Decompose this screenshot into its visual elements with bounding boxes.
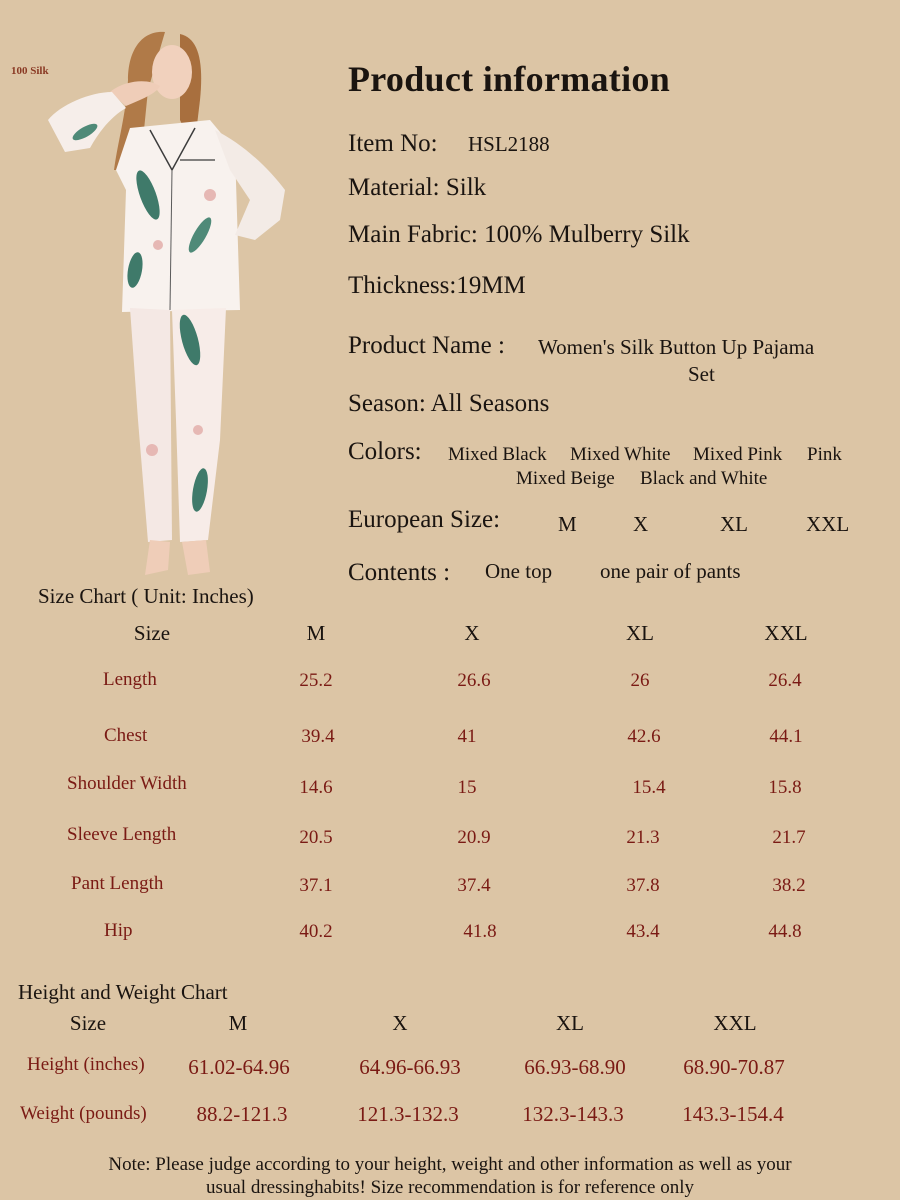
size-note xyxy=(0,1153,900,1199)
size-note-line2: usual dressinghabits! Size recommendation is for reference only xyxy=(205,1177,695,1198)
contents-item: One top xyxy=(485,559,553,583)
color-option: Pink xyxy=(807,444,842,465)
hw-cell: 143.3-154.4 xyxy=(682,1102,784,1126)
hw-cell: 121.3-132.3 xyxy=(357,1102,459,1126)
color-option: Mixed White xyxy=(570,444,671,465)
hw-chart-header: XXL xyxy=(713,1011,757,1035)
size-cell: 26.4 xyxy=(768,670,802,691)
item-no-value: HSL2188 xyxy=(468,132,550,156)
hw-cell: 68.90-70.87 xyxy=(683,1055,785,1079)
contents-item: one pair of pants xyxy=(600,559,741,583)
hw-cell: 88.2-121.3 xyxy=(196,1102,288,1126)
european-size-label: European Size: xyxy=(348,506,501,533)
hw-chart-title: Height and Weight Chart xyxy=(18,980,228,1004)
size-cell: 37.4 xyxy=(457,875,491,896)
hw-cell: 61.02-64.96 xyxy=(188,1055,290,1079)
size-option: X xyxy=(633,512,649,536)
size-chart-header: X xyxy=(464,621,480,645)
size-chart-header-size: Size xyxy=(133,621,171,645)
contents-label: Contents : xyxy=(348,559,451,586)
size-row-label: Length xyxy=(103,669,157,690)
thickness: Thickness:19MM xyxy=(348,272,526,299)
size-row-label: Pant Length xyxy=(71,873,164,894)
size-chart-header: M xyxy=(306,621,326,645)
product-name-value: Women's Silk Button Up Pajama xyxy=(538,335,815,359)
size-option: XXL xyxy=(806,512,850,536)
size-cell: 25.2 xyxy=(299,670,333,691)
size-option: XL xyxy=(720,512,748,536)
color-option: Mixed Pink xyxy=(693,444,783,465)
hw-row-label: Weight (pounds) xyxy=(20,1103,147,1124)
size-cell: 20.9 xyxy=(457,827,491,848)
material: Material: Silk xyxy=(348,174,487,201)
size-row-label: Sleeve Length xyxy=(67,824,177,845)
size-row-label: Shoulder Width xyxy=(67,773,187,794)
size-chart-title: Size Chart ( Unit: Inches) xyxy=(38,584,254,608)
main-fabric: Main Fabric: 100% Mulberry Silk xyxy=(348,221,690,248)
size-cell: 43.4 xyxy=(626,921,660,942)
size-cell: 37.1 xyxy=(299,875,333,896)
size-cell: 41 xyxy=(457,726,477,747)
colors-label: Colors: xyxy=(348,438,422,465)
size-chart-header: XXL xyxy=(764,621,808,645)
size-cell: 21.7 xyxy=(772,827,806,848)
size-chart-header: XL xyxy=(626,621,654,645)
size-cell: 20.5 xyxy=(299,827,333,848)
color-option: Mixed Black xyxy=(448,444,547,465)
hw-cell: 64.96-66.93 xyxy=(359,1055,461,1079)
item-no-label: Item No: xyxy=(348,130,438,157)
size-cell: 26.6 xyxy=(457,670,491,691)
hw-chart-header-size: Size xyxy=(69,1011,107,1035)
size-note-line1: Note: Please judge according to your height, weight and other information as well as your xyxy=(108,1154,792,1175)
size-cell: 26 xyxy=(630,670,650,691)
size-cell: 42.6 xyxy=(627,726,661,747)
silk-badge: 100 Silk xyxy=(11,65,49,77)
size-cell: 40.2 xyxy=(299,921,333,942)
size-cell: 21.3 xyxy=(626,827,660,848)
size-cell: 39.4 xyxy=(301,726,335,747)
hw-cell: 132.3-143.3 xyxy=(522,1102,624,1126)
size-cell: 41.8 xyxy=(463,921,497,942)
size-cell: 38.2 xyxy=(772,875,806,896)
color-option: Black and White xyxy=(640,468,768,489)
product-info-title: Product information xyxy=(348,59,671,99)
hw-chart-header: X xyxy=(392,1011,408,1035)
hw-cell: 66.93-68.90 xyxy=(524,1055,626,1079)
product-name-value-cont: Set xyxy=(688,362,715,386)
season: Season: All Seasons xyxy=(348,390,550,417)
hw-chart-header: XL xyxy=(556,1011,584,1035)
color-option: Mixed Beige xyxy=(516,468,615,489)
product-name-label: Product Name : xyxy=(348,332,505,359)
size-cell: 44.8 xyxy=(768,921,802,942)
size-row-label: Chest xyxy=(104,725,148,746)
size-option: M xyxy=(558,512,577,536)
size-cell: 15.4 xyxy=(632,777,666,798)
hw-row-label: Height (inches) xyxy=(27,1054,145,1075)
size-cell: 14.6 xyxy=(299,777,333,798)
model-photo xyxy=(30,20,310,585)
size-cell: 15.8 xyxy=(768,777,802,798)
hw-chart-header: M xyxy=(228,1011,248,1035)
size-cell: 37.8 xyxy=(626,875,660,896)
size-cell: 44.1 xyxy=(769,726,803,747)
size-row-label: Hip xyxy=(104,920,133,941)
size-cell: 15 xyxy=(457,777,477,798)
